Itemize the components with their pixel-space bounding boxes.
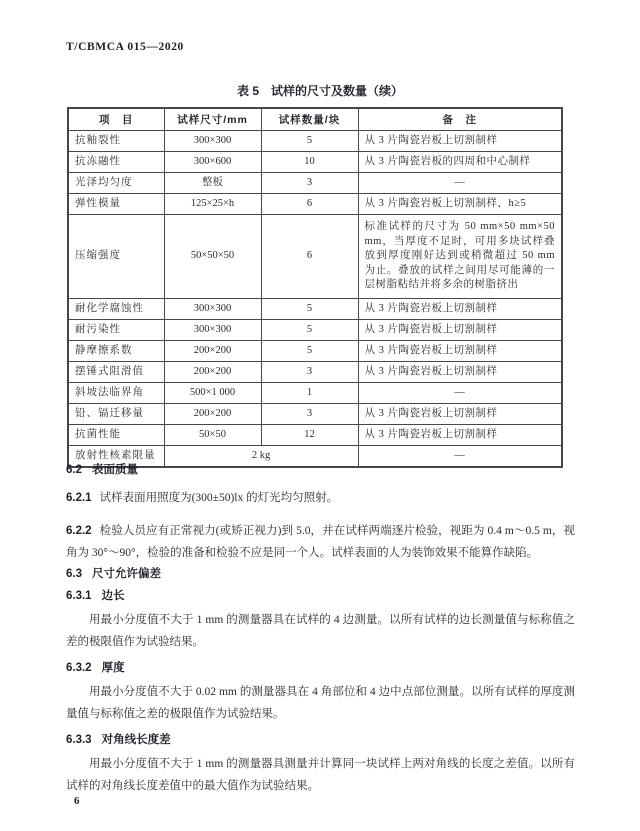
body-paragraph: 用最小分度值不大于 1 mm 的测量器具在试样的 4 边测量。以所有试样的边长测量值与标称值之差的极限值作为试验结果。	[66, 614, 575, 648]
section-number: 6.3.2	[66, 662, 92, 674]
cell-quantity: 3	[261, 361, 358, 382]
section-heading	[66, 567, 575, 581]
body-paragraph: 用最小分度值不大于 0.02 mm 的测量器具在 4 角部位和 4 边中点部位测量。以所有试样的厚度测量值与标称值之差的极限值作为试验结果。	[66, 686, 575, 720]
cell-size: 300×300	[164, 131, 261, 152]
cell-quantity: 6	[261, 215, 358, 299]
header-size: 试样尺寸/mm	[164, 108, 261, 131]
cell-size-qty-merged: 2 kg	[164, 445, 358, 467]
cell-quantity: 12	[261, 424, 358, 445]
cell-size: 300×600	[164, 152, 261, 173]
section-title: 边长	[101, 590, 125, 602]
cell-item: 压缩强度	[68, 215, 164, 299]
section-title: 对角线长度差	[101, 734, 171, 746]
table-row	[68, 361, 562, 382]
cell-quantity: 3	[261, 173, 358, 194]
specimen-table	[67, 107, 563, 468]
cell-quantity: 5	[261, 319, 358, 340]
sections	[66, 460, 575, 797]
clause-paragraph: 6.2.1 试样表面用照度为(300±50)lx 的灯光均匀照射。	[66, 492, 339, 504]
cell-item: 抗釉裂性	[68, 131, 164, 152]
section-heading	[66, 661, 575, 675]
cell-size: 300×300	[164, 298, 261, 319]
page-number: 6	[74, 795, 80, 807]
cell-size: 200×200	[164, 361, 261, 382]
clause-paragraph: 6.2.2 检验人员应有正常视力(或矫正视力)到 5.0，并在试样两端逐片检验，视距为 0.4 m～0.5 m，视角为 30°～90°，检验的准备和检验不应是同一个人。试样表面的人为装饰效果不能算作缺陷。	[66, 525, 575, 559]
cell-quantity: 5	[261, 340, 358, 361]
clause-number: 6.2.1	[66, 492, 92, 504]
table-row	[68, 340, 562, 361]
table-row	[68, 403, 562, 424]
cell-item: 光泽均匀度	[68, 173, 164, 194]
cell-item: 斜坡法临界角	[68, 382, 164, 403]
section-heading	[66, 463, 575, 477]
table-row	[68, 215, 562, 299]
cell-remark: 从 3 片陶瓷岩板上切割制样	[358, 340, 562, 361]
header-remark: 备 注	[358, 108, 562, 131]
cell-quantity: 1	[261, 382, 358, 403]
cell-item: 摆锤式阻滑值	[68, 361, 164, 382]
section-number: 6.3.3	[66, 734, 92, 746]
cell-item: 抗菌性能	[68, 424, 164, 445]
cell-item: 静摩擦系数	[68, 340, 164, 361]
cell-size: 200×200	[164, 340, 261, 361]
cell-quantity: 5	[261, 298, 358, 319]
section-heading	[66, 733, 575, 747]
table-row	[68, 298, 562, 319]
cell-remark: —	[358, 173, 562, 194]
cell-item: 弹性模量	[68, 194, 164, 215]
cell-size: 200×200	[164, 403, 261, 424]
body-paragraph: 用最小分度值不大于 1 mm 的测量器具测量并计算同一块试样上两对角线的长度之差值。以所有试样的对角线长度差值中的最大值作为试验结果。	[66, 758, 575, 792]
table-body	[68, 131, 562, 467]
table-row	[68, 152, 562, 173]
cell-remark: 标准试样的尺寸为 50 mm×50 mm×50 mm，当厚度不足时，可用多块试样叠放到厚度刚好达到或稍微超过 50 mm 为止。叠放的试样之间用尽可能薄的一层树脂粘结并将多余的树脂挤出	[358, 215, 562, 299]
section-number: 6.3.1	[66, 590, 92, 602]
cell-item: 放射性核素限量	[68, 445, 164, 467]
cell-remark: 从 3 片陶瓷岩板上切割制样，h≥5	[358, 194, 562, 215]
table-row	[68, 319, 562, 340]
cell-remark: —	[358, 445, 562, 467]
cell-item: 耐化学腐蚀性	[68, 298, 164, 319]
header-item: 项 目	[68, 108, 164, 131]
clause-number: 6.2.2	[66, 525, 92, 537]
cell-size: 50×50	[164, 424, 261, 445]
cell-size: 50×50×50	[164, 215, 261, 299]
section-number: 6.2	[66, 464, 82, 476]
table-title: 表 5 试样的尺寸及数量（续）	[236, 84, 403, 98]
section-number: 6.3	[66, 568, 82, 580]
cell-remark: 从 3 片陶瓷岩板上切割制样	[358, 319, 562, 340]
section-title: 厚度	[101, 662, 125, 674]
cell-quantity: 6	[261, 194, 358, 215]
table-row	[68, 382, 562, 403]
cell-quantity: 10	[261, 152, 358, 173]
table-header-row	[68, 108, 562, 131]
table-row	[68, 131, 562, 152]
cell-size: 300×300	[164, 319, 261, 340]
header-quantity: 试样数量/块	[261, 108, 358, 131]
cell-item: 铅、镉迁移量	[68, 403, 164, 424]
table-row	[68, 173, 562, 194]
cell-remark: 从 3 片陶瓷岩板上切割制样	[358, 131, 562, 152]
section-title: 尺寸允许偏差	[92, 568, 161, 580]
cell-remark: 从 3 片陶瓷岩板的四周和中心制样	[358, 152, 562, 173]
cell-size: 500×1 000	[164, 382, 261, 403]
cell-size: 整板	[164, 173, 261, 194]
section-heading	[66, 589, 575, 603]
cell-size: 125×25×h	[164, 194, 261, 215]
cell-remark: 从 3 片陶瓷岩板上切割制样	[358, 403, 562, 424]
cell-remark: 从 3 片陶瓷岩板上切割制样	[358, 424, 562, 445]
table-row	[68, 194, 562, 215]
cell-quantity: 5	[261, 131, 358, 152]
section-title: 表面质量	[92, 464, 138, 476]
cell-remark: —	[358, 382, 562, 403]
document-code: T/CBMCA 015—2020	[66, 41, 184, 53]
cell-item: 耐污染性	[68, 319, 164, 340]
cell-item: 抗冻融性	[68, 152, 164, 173]
cell-remark: 从 3 片陶瓷岩板上切割制样	[358, 298, 562, 319]
cell-remark: 从 3 片陶瓷岩板上切割制样	[358, 361, 562, 382]
cell-quantity: 3	[261, 403, 358, 424]
table-row	[68, 424, 562, 445]
